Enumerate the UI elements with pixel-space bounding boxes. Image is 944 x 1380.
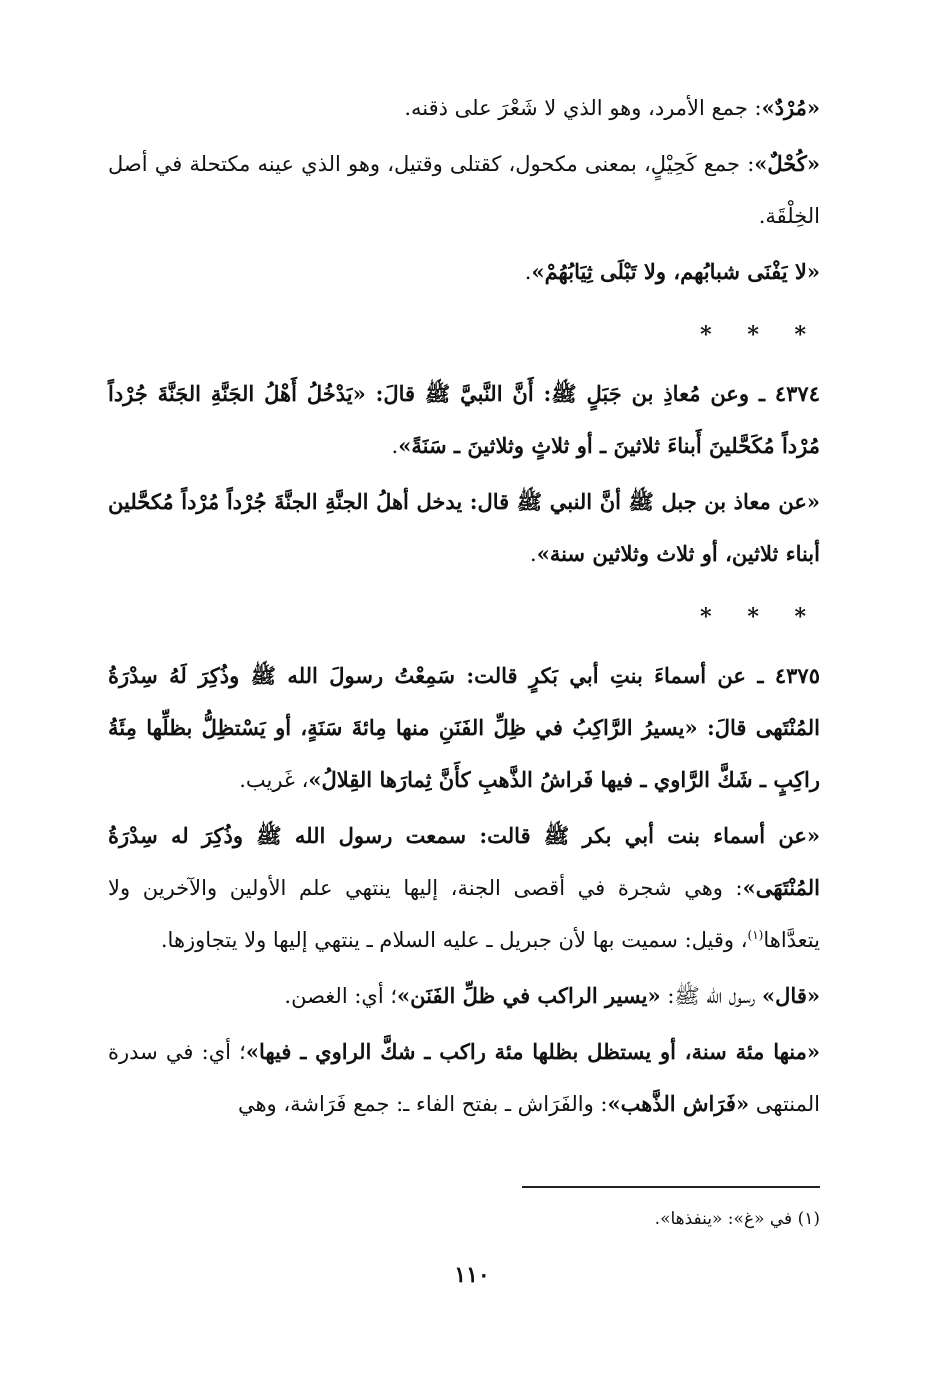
commentary-quote: «عن معاذ بن جبل ﷺ أنَّ النبي ﷺ قال: يدخل أهلُ الجنَّةِ الجنَّةَ جُرْداً مُرْداً مُكحَّلين أبناء ثلاثين، أو ثلاث وثلاثين سنة» [108, 489, 820, 566]
paragraph-kuhl [108, 138, 820, 242]
period: . [391, 434, 399, 458]
commentary-4374 [108, 476, 820, 580]
page-body [108, 82, 820, 1134]
commentary-text: : والفَرَاش ـ بفتح الفاء ـ: جمع فَرَاشة، وهي [237, 1092, 608, 1116]
term-explanation: : جمع كَحِيْلٍ، بمعنى مكحول، كقتلى وقتيل، وهو الذي عينه مكتحلة في أصل الخِلْقَة. [108, 152, 820, 228]
paragraph-murd [108, 82, 820, 134]
period: . [530, 542, 537, 566]
footnote: (١) في «غ»: «ينفذها». [654, 1209, 820, 1229]
term-bold: «كُحْلٌ» [754, 151, 820, 176]
page-number: ١١٠ [454, 1262, 490, 1288]
hadith-text: ٤٣٧٥ ـ عن أسماءَ بنتِ أبي بَكرٍ قالت: سَمِعْتُ رسولَ الله ﷺ وذُكِرَ لَهُ سِدْرَةُ المُنْتَهى قالَ: «يسيرُ الرَّاكِبُ في ظِلِّ الفَنَنِ منها مِائةَ سَنَةٍ، أو يَسْتظِلُّ بظلِّها مِئَةُ راكِبٍ ـ شَكَّ الرَّاوي ـ فيها فَراشُ الذَّهبِ كأَنَّ ثِمارَها القِلالُ» [108, 663, 820, 792]
hadith-4375 [108, 650, 820, 806]
section-separator: * * * [700, 604, 820, 630]
commentary-text: ؛ أي: في سدرة المنتهى [108, 1040, 820, 1116]
commentary-text: رسول الله ﷺ: [660, 984, 763, 1008]
commentary-quote: «منها مئة سنة، أو يستظل بظلها مئة راكب ـ شكَّ الراوي ـ فيها» [245, 1039, 820, 1064]
commentary-text: : وهي شجرة في أقصى الجنة، إليها ينتهي علم الأولين والآخرين ولا يتعدَّاها [108, 876, 820, 952]
commentary-4375-sidra [108, 810, 820, 966]
section-separator: * * * [700, 322, 820, 348]
commentary-text: ، وقيل: سميت بها لأن جبريل ـ عليه السلام ـ ينتهي إليها ولا يتجاوزها. [160, 928, 748, 952]
commentary-4375-farash [108, 1026, 820, 1130]
commentary-quote: «يسير الراكب في ظلِّ الفَنَن» [397, 983, 661, 1008]
commentary-quote: «قال» [762, 983, 820, 1008]
term-bold: «مُرْدٌ» [761, 95, 820, 120]
commentary-text: ؛ أي: الغصن. [284, 984, 398, 1008]
quote-bold: «لا يَفْنَى شبابُهم، ولا تَبْلَى ثِيَابُهُمْ» [531, 259, 820, 284]
hadith-text: ٤٣٧٤ ـ وعن مُعاذِ بن جَبَلٍ ﷺ: أَنَّ النَّبيَّ ﷺ قالَ: «يَدْخُلُ أَهْلُ الجَنَّةِ الجَنَّةَ جُرْداً مُرْداً مُكَحَّلينَ أَبناءَ ثلاثينَ ـ أو ثلاثٍ وثلاثينَ ـ سَنَةً» [108, 381, 820, 458]
footnote-marker[interactable]: (١) [747, 928, 764, 942]
commentary-quote: «عن أسماء بنت أبي بكر ﷺ قالت: سمعت رسول الله ﷺ وذُكِرَ له سِدْرَةُ المُنْتَهَى» [108, 823, 820, 900]
footnote-divider [522, 1186, 820, 1188]
term-explanation: : جمع الأمرد، وهو الذي لا شَعْرَ على ذقنه. [404, 96, 762, 120]
period: . [524, 260, 532, 284]
hadith-4374 [108, 368, 820, 472]
paragraph-la-yafna [108, 246, 820, 298]
hadith-grading: ، غَريب. [239, 768, 309, 792]
commentary-4375-fanan [108, 970, 820, 1022]
commentary-quote: «فَرَاش الذَّهب» [607, 1091, 750, 1116]
